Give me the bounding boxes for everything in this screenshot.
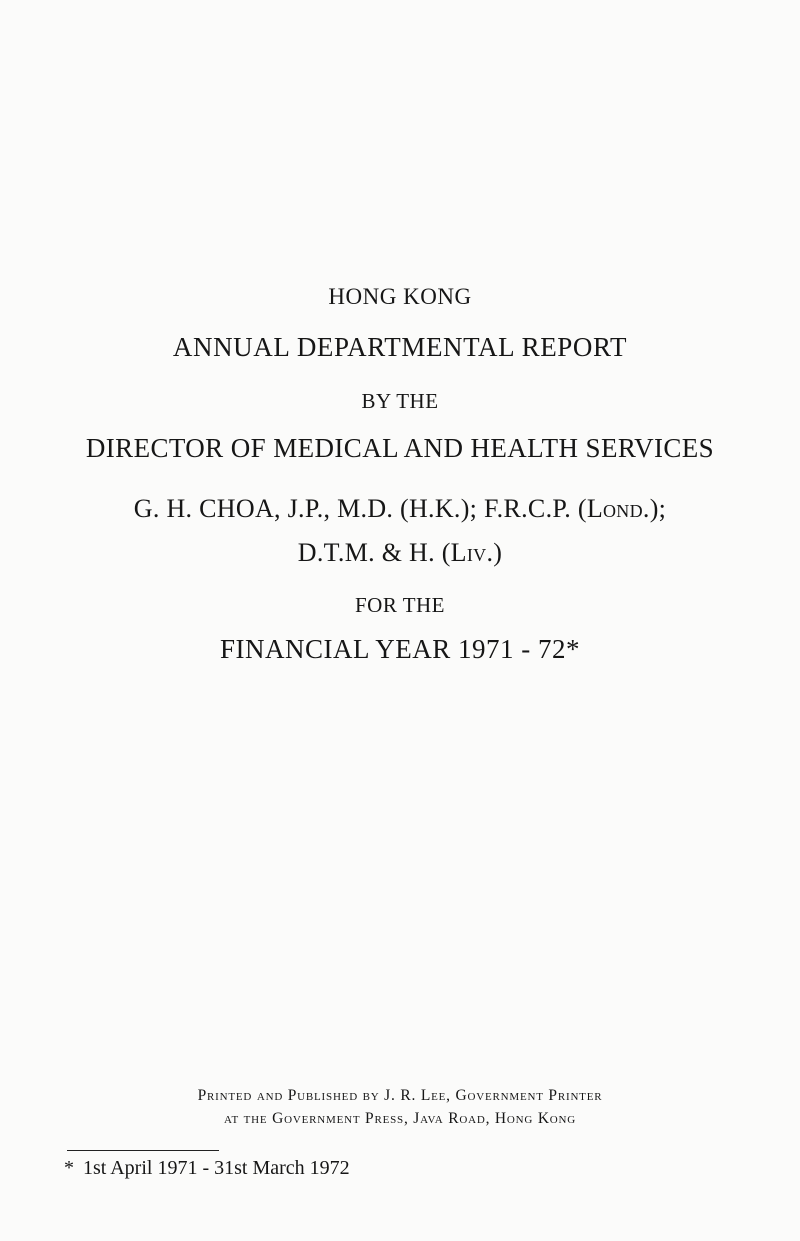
author-lond-end: .);	[642, 494, 667, 523]
footnote-marker: *	[64, 1157, 74, 1179]
author-credentials-line-1	[0, 494, 800, 524]
author-liv: Liv	[450, 538, 487, 567]
author-lond: Lond	[586, 494, 643, 523]
author-name: G. H. CHOA, J.P., M.D. (H.K.); F.R.C.P. (	[133, 494, 587, 523]
imprint-line-2: at the Government Press, Java Road, Hong Kong	[223, 1110, 577, 1127]
footnote-divider	[67, 1150, 219, 1151]
author-liv-end: .)	[486, 538, 503, 567]
financial-year: FINANCIAL YEAR 1971 - 72*	[220, 634, 580, 664]
office-title: DIRECTOR OF MEDICAL AND HEALTH SERVICES	[85, 433, 715, 463]
report-title: ANNUAL DEPARTMENTAL REPORT	[172, 332, 628, 362]
author-credentials-line-2	[0, 538, 800, 568]
author-line2-start: D.T.M. & H. (	[297, 538, 451, 567]
by-the-label: BY THE	[361, 389, 439, 413]
footnote	[64, 1157, 350, 1180]
for-the-label: FOR THE	[354, 593, 446, 617]
imprint-line-1: Printed and Published by J. R. Lee, Government Printer	[197, 1087, 603, 1104]
place-heading: HONG KONG	[328, 284, 472, 309]
footnote-text: 1st April 1971 - 31st March 1972	[83, 1157, 350, 1179]
